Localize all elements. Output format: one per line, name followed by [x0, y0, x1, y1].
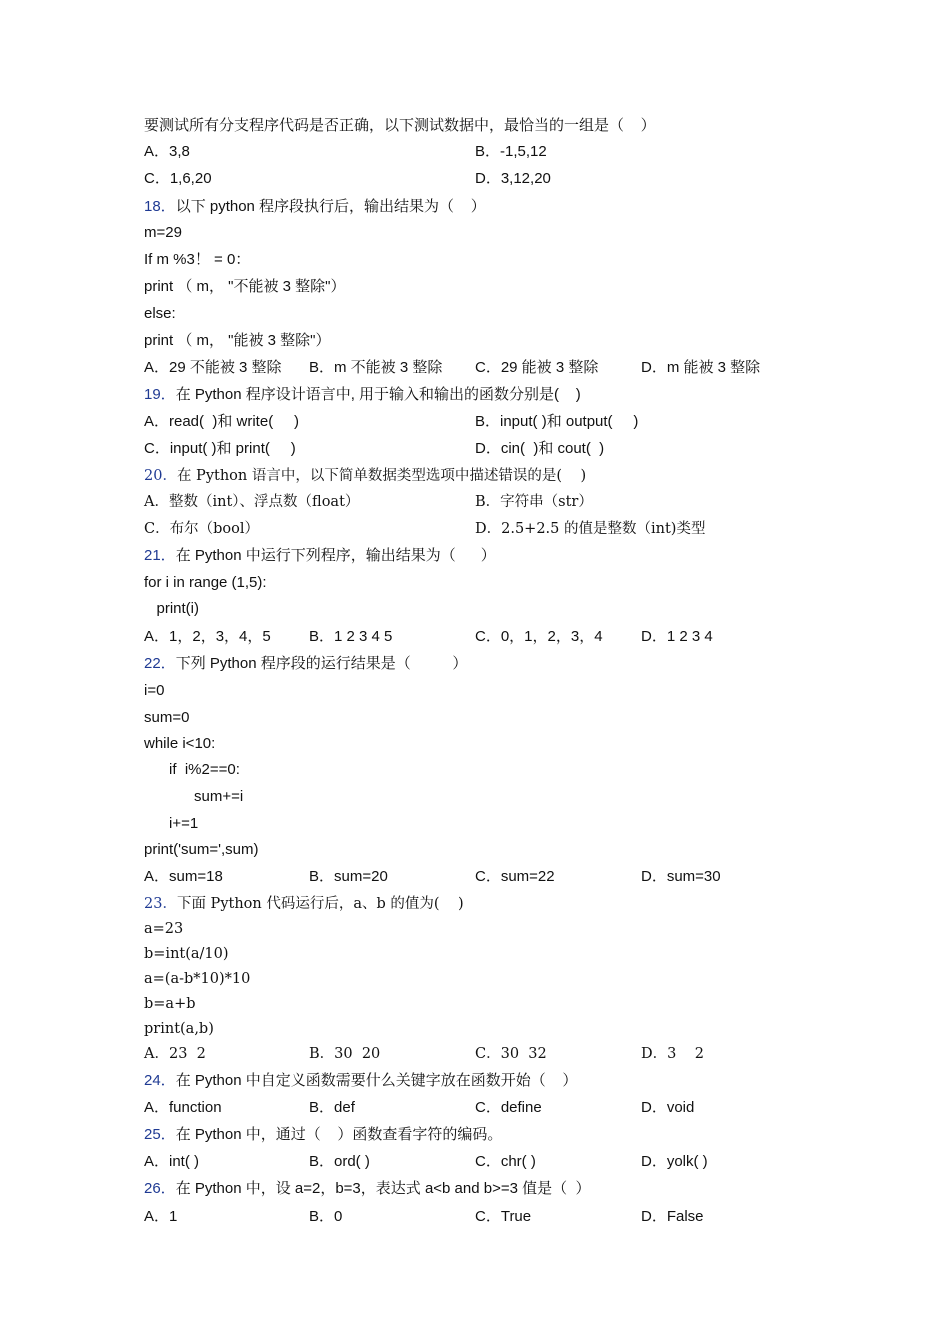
q23-option-c: C．30 32: [475, 1046, 547, 1062]
q21-code-line: print(i): [144, 600, 200, 617]
q19-stem: 在 Python 程序设计语言中, 用于输入和输出的函数分别是( ): [175, 386, 581, 403]
q22-question: [144, 654, 467, 674]
q25-number: 25．: [144, 1126, 176, 1143]
q19-option-a: A．read( )和 write( ): [144, 413, 300, 430]
q19-option-d: D．cin( )和 cout( ): [475, 440, 605, 457]
q18-option-a: A．29 不能被 3 整除: [144, 359, 282, 376]
q24-option-c: C．define: [475, 1099, 542, 1116]
q20-question: [144, 466, 586, 486]
q26-number: 26．: [144, 1180, 176, 1197]
q17-option-a: A．3,8: [144, 143, 190, 160]
q24-option-b: B．def: [309, 1099, 355, 1116]
q26-option-c: C．True: [475, 1208, 532, 1225]
q24-stem: 在 Python 中自定义函数需要什么关键字放在函数开始（ ）: [175, 1072, 578, 1089]
q20-option-d: D．2.5+2.5 的值是整数（int)类型: [475, 521, 706, 537]
q25-option-d: D．yolk( ): [641, 1153, 708, 1170]
q18-code-line: else:: [144, 305, 176, 322]
q18-code-line: m=29: [144, 224, 182, 241]
q18-option-b: B．m 不能被 3 整除: [309, 359, 443, 376]
q22-option-c: C．sum=22: [475, 868, 555, 885]
q22-number: 22．: [144, 655, 176, 672]
q22-code-line: if i%2==0:: [144, 761, 240, 778]
q24-question: [144, 1071, 577, 1091]
q19-question: [144, 385, 581, 405]
q19-option-b: B．input( )和 output( ): [475, 413, 639, 430]
q22-code-line: i+=1: [144, 815, 199, 832]
q18-question: [144, 197, 486, 217]
q18-code-line: print （ m， "能被 3 整除"）: [144, 332, 331, 349]
q22-code-line: sum=0: [144, 709, 190, 726]
q21-option-d: D．1 2 3 4: [641, 628, 713, 645]
q18-stem: 以下 python 程序段执行后，输出结果为（ ）: [175, 198, 486, 215]
q22-stem: 下列 Python 程序段的运行结果是（ ）: [175, 655, 468, 672]
q21-option-b: B．1 2 3 4 5: [309, 628, 393, 645]
q23-code-line: print(a,b): [144, 1021, 214, 1037]
q20-number: 20．: [144, 468, 177, 484]
q23-question: [144, 894, 464, 914]
q20-option-a: A．整数（int）、浮点数（float）: [144, 494, 360, 510]
q17-option-c: C．1,6,20: [144, 170, 212, 187]
q23-code-line: a=23: [144, 921, 184, 937]
q19-number: 19．: [144, 386, 176, 403]
q18-option-d: D．m 能被 3 整除: [641, 359, 761, 376]
q25-option-a: A．int( ): [144, 1153, 200, 1170]
q21-question: [144, 546, 496, 566]
q21-option-c: C．0，1，2，3，4: [475, 628, 603, 645]
q20-option-b: B．字符串（str）: [475, 494, 593, 510]
q17-option-d: D．3,12,20: [475, 170, 551, 187]
q23-option-d: D．3 2: [641, 1046, 705, 1062]
q26-option-d: D．False: [641, 1208, 704, 1225]
q17-stem: 要测试所有分支程序代码是否正确，以下测试数据中，最恰当的一组是（ ）: [144, 117, 656, 134]
q18-number: 18．: [144, 198, 176, 215]
q21-option-a: A．1，2，3，4，5: [144, 628, 271, 645]
q22-code-line: sum+=i: [144, 788, 244, 805]
q23-option-a: A．23 2: [144, 1046, 206, 1062]
q25-option-c: C．chr( ): [475, 1153, 536, 1170]
q23-option-b: B．30 20: [309, 1046, 381, 1062]
q26-option-b: B．0: [309, 1208, 343, 1225]
q23-code-line: b=a+b: [144, 996, 196, 1012]
q21-code-line: for i in range (1,5):: [144, 574, 267, 591]
q24-number: 24．: [144, 1072, 176, 1089]
q20-stem: 在 Python 语言中，以下简单数据类型选项中描述错误的是( ): [176, 468, 587, 484]
q17-option-b: B．-1,5,12: [475, 143, 547, 160]
q20-option-c: C．布尔（bool）: [144, 521, 259, 537]
q22-option-d: D．sum=30: [641, 868, 721, 885]
q23-code-line: b=int(a/10): [144, 946, 229, 962]
q26-question: [144, 1179, 590, 1199]
q21-stem: 在 Python 中运行下列程序，输出结果为（ ）: [175, 547, 496, 564]
q18-option-c: C．29 能被 3 整除: [475, 359, 599, 376]
q18-code-line: If m %3！ = 0：: [144, 251, 251, 268]
q22-code-line: while i<10:: [144, 735, 216, 752]
q26-stem: 在 Python 中，设 a=2，b=3，表达式 a<b and b>=3 值是（ ）: [175, 1180, 591, 1197]
q23-code-line: a=(a-b*10)*10: [144, 971, 251, 987]
q26-option-a: A．1: [144, 1208, 178, 1225]
q19-option-c: C．input( )和 print( ): [144, 440, 296, 457]
q23-stem: 下面 Python 代码运行后，a、b 的值为( ): [176, 896, 464, 912]
q25-stem: 在 Python 中，通过（ ）函数查看字符的编码。: [175, 1126, 503, 1143]
q23-number: 23．: [144, 896, 177, 912]
q24-option-d: D．void: [641, 1099, 695, 1116]
q18-code-line: print （ m， "不能被 3 整除"）: [144, 278, 346, 295]
q25-question: [144, 1125, 502, 1145]
q22-code-line: i=0: [144, 682, 165, 699]
q21-number: 21．: [144, 547, 176, 564]
q25-option-b: B．ord( ): [309, 1153, 370, 1170]
q22-option-a: A．sum=18: [144, 868, 223, 885]
q22-option-b: B．sum=20: [309, 868, 388, 885]
q24-option-a: A．function: [144, 1099, 222, 1116]
q22-code-line: print('sum=',sum): [144, 841, 259, 858]
